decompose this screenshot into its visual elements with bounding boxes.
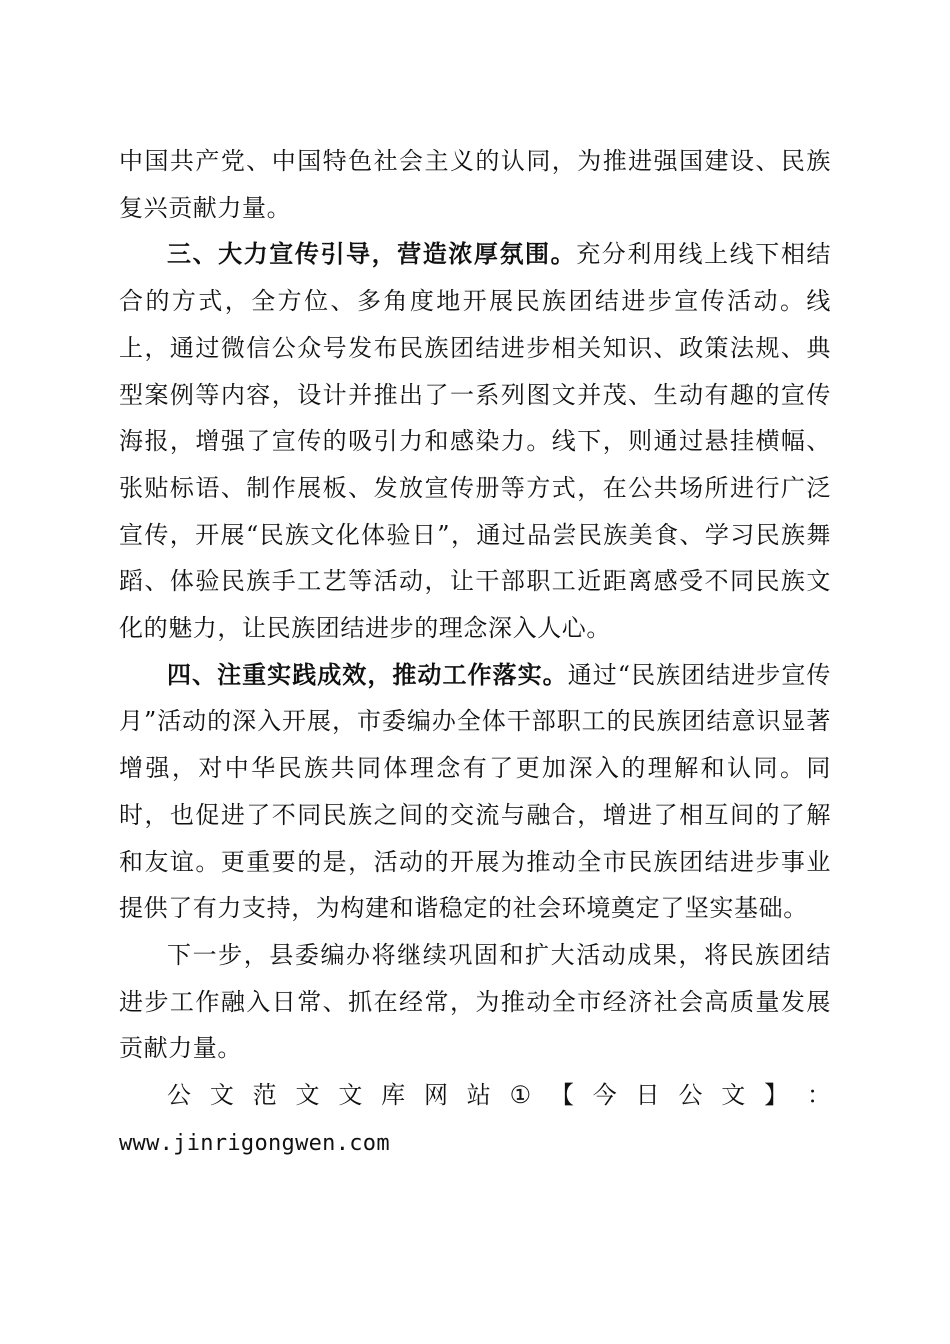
footer-char: 库: [381, 1081, 406, 1110]
footer-url-line: [119, 1119, 831, 1168]
footer-char: 站: [466, 1081, 491, 1110]
footer-char: 日: [635, 1081, 660, 1110]
footer-char: ：: [806, 1081, 831, 1110]
paragraph-intro-continuation: [119, 138, 831, 231]
footer-char: 】: [764, 1081, 789, 1110]
section-3-body: 充分利用线上线下相结合的方式，全方位、多角度地开展民族团结进步宣传活动。线上，通过微信公众号发布民族团结进步相关知识、政策法规、典型案例等内容，设计并推出了一系列图文并茂、生动有趣的宣传海报，增强了宣传的吸引力和感染力。线下，则通过悬挂横幅、张贴标语、制作展板、发放宣传册等方式，在公共场所进行广泛宣传，开展“民族文化体验日”，通过品尝民族美食、学习民族舞蹈、体验民族手工艺等活动，让干部职工近距离感受不同民族文化的魅力，让民族团结进步的理念深入人心。: [119, 240, 831, 643]
footer-char: 文: [209, 1081, 234, 1110]
footer-site-label: [119, 1072, 831, 1119]
section-4-body: 通过“民族团结进步宣传月”活动的深入开展，市委编办全体干部职工的民族团结意识显著增强，对中华民族共同体理念有了更加深入的理解和认同。同时，也促进了不同民族之间的交流与融合，增进了相互间的了解和友谊。更重要的是，活动的开展为推动全市民族团结进步事业提供了有力支持，为构建和谐稳定的社会环境奠定了坚实基础。: [119, 660, 831, 923]
footer-char: 网: [423, 1081, 448, 1110]
next-step-text: 下一步，县委编办将继续巩固和扩大活动成果，将民族团结进步工作融入日常、抓在经常，为推动全市经济社会高质量发展贡献力量。: [119, 940, 831, 1063]
footer-char: 公: [678, 1081, 703, 1110]
paragraph-section-4: [119, 652, 831, 932]
section-3-heading: 三、大力宣传引导，营造浓厚氛围。: [167, 240, 577, 269]
footer-char: 【: [549, 1081, 574, 1110]
footer-char: 公: [167, 1081, 191, 1110]
document-body: [119, 138, 831, 1167]
paragraph-section-3: [119, 231, 831, 651]
footer-char: ①: [509, 1081, 532, 1110]
footer-char: 今: [592, 1081, 617, 1110]
footer-url: www.jinrigongwen.com: [119, 1130, 390, 1156]
paragraph-next-step: [119, 932, 831, 1072]
paragraph-text: 中国共产党、中国特色社会主义的认同，为推进强国建设、民族复兴贡献力量。: [119, 147, 831, 222]
footer-char: 文: [721, 1081, 746, 1110]
footer-char: 范: [252, 1081, 277, 1110]
footer-char: 文: [338, 1081, 363, 1110]
footer-char: 文: [295, 1081, 320, 1110]
section-4-heading: 四、注重实践成效，推动工作落实。: [167, 660, 568, 689]
